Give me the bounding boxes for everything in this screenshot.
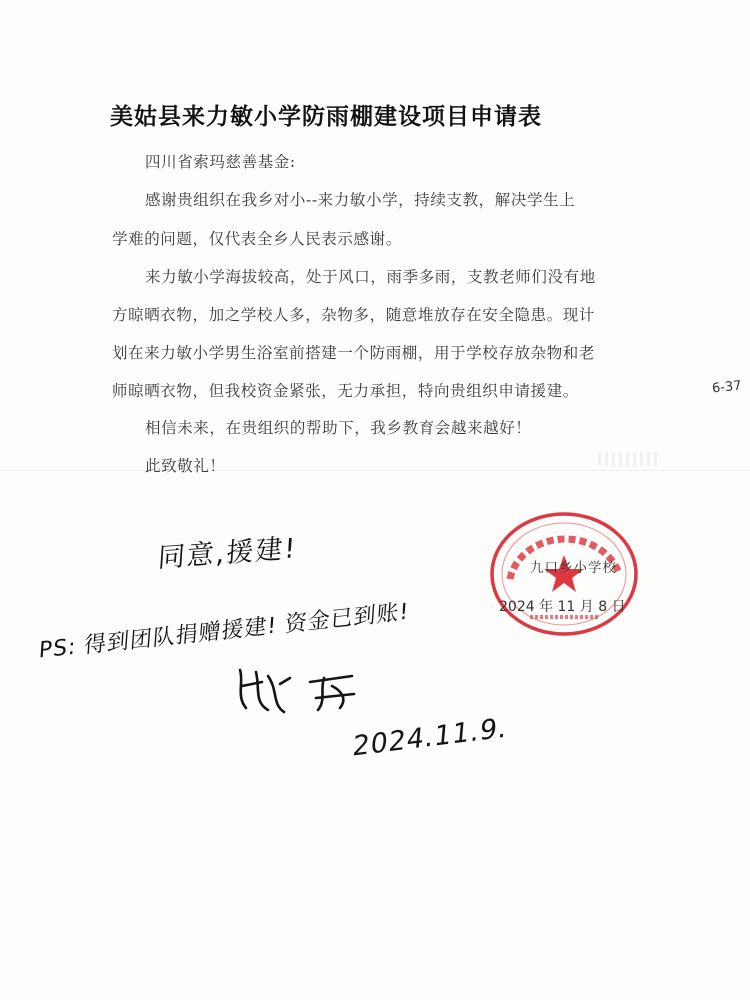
body-line-4: 方晾晒衣物，加之学校人多，杂物多，随意堆放存在安全隐患。现计 bbox=[112, 306, 596, 324]
body-line-5: 划在来力敏小学男生浴室前搭建一个防雨棚，用于学校存放杂物和老 bbox=[112, 344, 596, 362]
paper-fold-line bbox=[0, 470, 750, 471]
body-line-3: 来力敏小学海拔较高，处于风口，雨季多雨，支教老师们没有地 bbox=[145, 268, 596, 286]
document-title: 美姑县来力敏小学防雨棚建设项目申请表 bbox=[110, 104, 542, 130]
handwritten-ps-note: PS: 得到团队捐赠援建! 资金已到账! bbox=[37, 599, 411, 664]
closing-line: 此致敬礼！ bbox=[145, 457, 226, 475]
margin-note: 6-37 bbox=[711, 378, 743, 397]
handwritten-approval: 同意,援建! bbox=[156, 533, 299, 574]
body-line-7: 相信未来，在贵组织的帮助下，我乡教育会越来越好！ bbox=[145, 419, 532, 437]
seal-date: 2024 年 11 月 8 日 bbox=[499, 599, 626, 615]
seal-unit-name: 九口乡小学校 bbox=[530, 560, 617, 576]
body-line-1: 感谢贵组织在我乡对小--来力敏小学，持续支教，解决学生上 bbox=[145, 191, 576, 209]
body-line-2: 学难的问题，仅代表全乡人民表示感谢。 bbox=[112, 230, 402, 248]
handwritten-date: 2024.11.9. bbox=[351, 712, 509, 763]
scan-speck bbox=[598, 452, 658, 466]
body-line-6: 师晾晒衣物，但我校资金紧张，无力承担，特向贵组织申请援建。 bbox=[112, 382, 579, 400]
handwritten-signature bbox=[228, 660, 378, 720]
salutation: 四川省索玛慈善基金: bbox=[145, 153, 296, 171]
